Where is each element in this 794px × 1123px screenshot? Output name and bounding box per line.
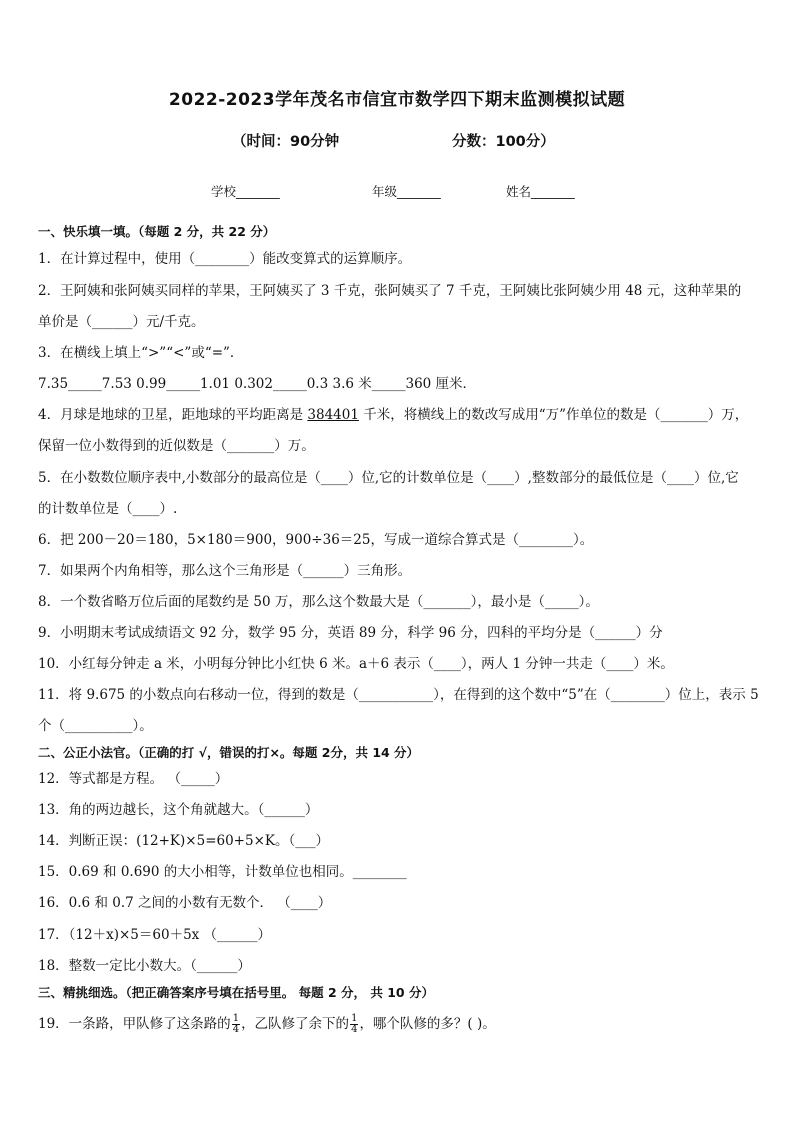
question-14: 14．判断正误：(12+K)×5=60+5×K。（___）	[38, 833, 329, 849]
question-15: 15．0.69 和 0.690 的大小相等，计数单位也相同。________	[38, 864, 407, 880]
fraction-one-quarter-2	[350, 1014, 358, 1035]
section-heading-1: 一、快乐填一填。（每题 2 分，共 22 分）	[38, 224, 276, 239]
fraction-denominator: 4	[232, 1024, 240, 1035]
question-3: 3．在横线上填上“>”“<”或“=”．	[38, 345, 244, 361]
section-heading-2: 二、公正小法官。（正确的打 √，错误的打×。每题 2分，共 14 分）	[38, 745, 420, 760]
question-17: 17．（12＋x)×5＝60＋5x （______）	[38, 927, 272, 943]
question-2-line-1: 2．王阿姨和张阿姨买同样的苹果，王阿姨买了 3 千克，张阿姨买了 7 千克，王阿姨比张阿姨少用 48 元，这种苹果的	[38, 283, 742, 299]
question-11-line-1: 11．将 9.675 的小数点向右移动一位，得到的数是（___________），在得到的这个数中“5”在（________）位上，表示 5	[38, 687, 759, 703]
grade-field[interactable]: 年级_______	[372, 184, 441, 199]
fraction-one-quarter	[232, 1014, 240, 1035]
question-4-text-a: 4．月球是地球的卫星，距地球的平均距离是	[38, 407, 308, 423]
question-19	[38, 1014, 496, 1035]
question-7: 7．如果两个内角相等，那么这个三角形是（______）三角形。	[38, 563, 412, 579]
question-10: 10．小红每分钟走 a 米，小明每分钟比小红快 6 米。a＋6 表示（____），两人 1 分钟一共走（____）米。	[38, 656, 674, 672]
name-field[interactable]: 姓名_______	[506, 184, 575, 199]
question-5-line-2: 的计数单位是（____）.	[38, 501, 178, 517]
question-16: 16．0.6 和 0.7 之间的小数有无数个． （____）	[38, 895, 332, 911]
question-19-text-b: ，乙队修了余下的	[241, 1016, 350, 1032]
question-12: 12．等式都是方程。 （_____）	[38, 771, 229, 787]
question-9: 9．小明期末考试成绩语文 92 分，数学 95 分，英语 89 分，科学 96 分，四科的平均分是（______）分	[38, 625, 663, 641]
fraction-numerator: 1	[232, 1013, 240, 1024]
question-18: 18．整数一定比小数大。（______）	[38, 958, 251, 974]
exam-time: （时间：90分钟	[232, 134, 340, 150]
exam-score: 分数：100分）	[452, 134, 555, 150]
question-19-text-c: ，哪个队修的多？( )。	[359, 1016, 496, 1032]
fraction-numerator-2: 1	[351, 1013, 358, 1024]
fraction-denominator-2: 4	[351, 1024, 358, 1035]
question-6: 6．把 200－20＝180，5×180＝900，900÷36＝25，写成一道综合算式是（________）。	[38, 532, 594, 548]
question-1: 1．在计算过程中，使用（________）能改变算式的运算顺序。	[38, 251, 412, 267]
question-3-items: 7.35_____7.53 0.99_____1.01 0.302_____0.3 3.6 米_____360 厘米．	[38, 376, 477, 392]
question-2-line-2: 单价是（______）元/千克。	[38, 314, 205, 330]
page-title: 2022-2023学年茂名市信宜市数学四下期末监测模拟试题	[168, 90, 626, 110]
question-4-line-1	[38, 406, 748, 424]
question-19-text-a: 19．一条路，甲队修了这条路的	[38, 1016, 231, 1032]
school-field[interactable]: 学校_______	[211, 184, 280, 199]
section-heading-3: 三、精挑细选。（把正确答案序号填在括号里。 每题 2 分， 共 10 分）	[38, 985, 434, 1000]
question-8: 8．一个数省略万位后面的尾数约是 50 万，那么这个数最大是（_______），最小是（_____）。	[38, 594, 599, 610]
underlined-number: 384401	[307, 407, 359, 423]
question-5-line-1: 5．在小数数位顺序表中,小数部分的最高位是（____）位,它的计数单位是（____）,整数部分的最低位是（____）位,它	[38, 470, 739, 486]
question-13: 13．角的两边越长，这个角就越大。（______）	[38, 802, 319, 818]
question-4-line-2: 保留一位小数得到的近似数是（_______）万。	[38, 438, 315, 454]
question-4-text-b: 千米，将横线上的数改写成用“万”作单位的数是（_______）万，	[358, 407, 749, 423]
question-11-line-2: 个（__________）。	[38, 718, 153, 734]
